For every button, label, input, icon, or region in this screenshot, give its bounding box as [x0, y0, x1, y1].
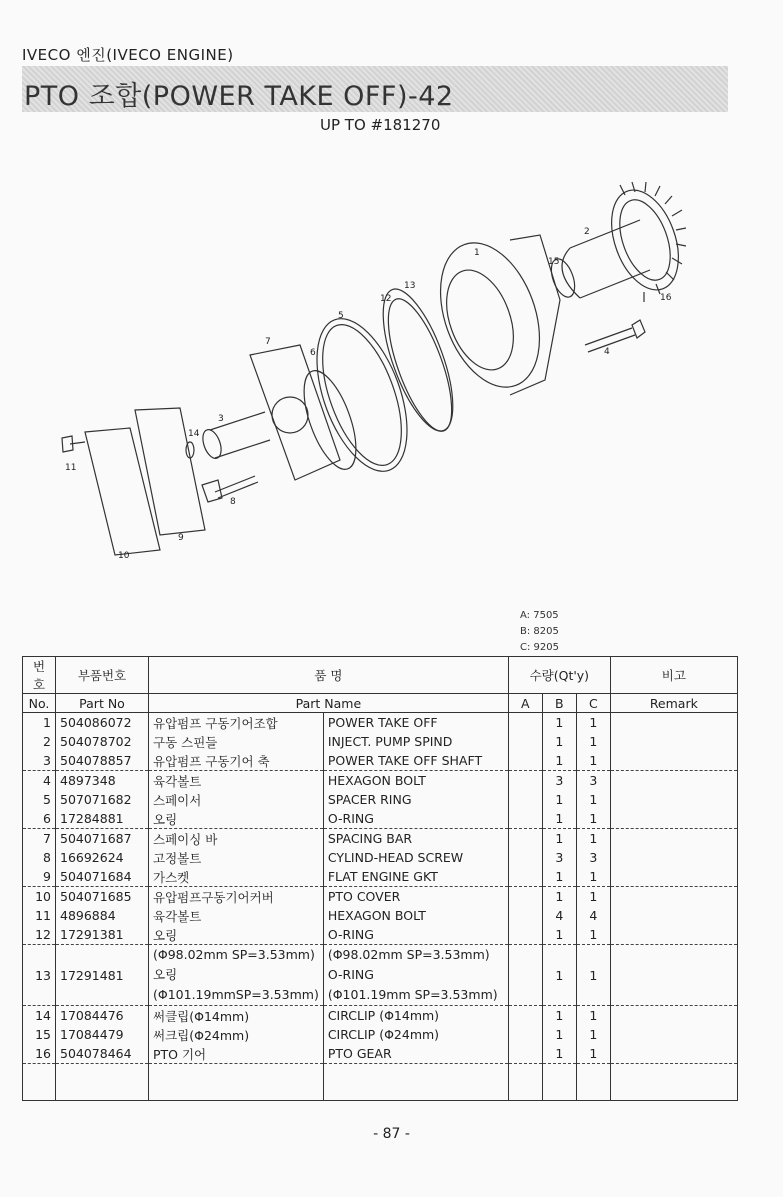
table-cell: 1 [542, 790, 576, 809]
table-cell: 1 [576, 925, 610, 945]
table-cell [508, 790, 542, 809]
table-cell: 1 [576, 809, 610, 829]
parts-table [22, 656, 738, 1101]
table-cell: CIRCLIP (Φ24mm) [323, 1025, 508, 1044]
table-cell: 2 [23, 732, 56, 751]
table-cell [508, 1064, 542, 1101]
table-cell [323, 945, 508, 1006]
table-cell [610, 887, 737, 907]
table-cell: 3 [23, 751, 56, 771]
table-cell: 11 [23, 906, 56, 925]
table-cell: 504078857 [56, 751, 149, 771]
table-cell [576, 1064, 610, 1101]
table-cell: 17291381 [56, 925, 149, 945]
table-cell: PTO GEAR [323, 1044, 508, 1064]
callout-2: 2 [584, 227, 590, 237]
table-cell: PTO 기어 [149, 1044, 324, 1064]
table-cell-line: (Φ98.02mm SP=3.53mm) [327, 947, 490, 962]
table-cell: 유압펌프구동기어커버 [149, 887, 324, 907]
table-row [23, 848, 738, 867]
table-cell: 구동 스핀들 [149, 732, 324, 751]
callout-11: 11 [65, 463, 77, 473]
table-row [23, 1006, 738, 1026]
table-cell [508, 945, 542, 1006]
callout-9: 9 [178, 533, 184, 543]
table-cell [610, 906, 737, 925]
callout-15: 15 [548, 257, 560, 267]
table-cell: 1 [542, 751, 576, 771]
table-cell [508, 887, 542, 907]
table-cell [610, 945, 737, 1006]
table-cell: 8 [23, 848, 56, 867]
table-cell [508, 1025, 542, 1044]
header-part-name: Part Name [149, 694, 509, 713]
pto-gear-drawing [599, 181, 691, 302]
table-cell [610, 771, 737, 791]
table-cell: 14 [23, 1006, 56, 1026]
header-qty: 수량(Qt'y) [508, 657, 610, 694]
table-row [23, 887, 738, 907]
table-cell [508, 751, 542, 771]
table-cell: 가스켓 [149, 867, 324, 887]
table-cell: 504078464 [56, 1044, 149, 1064]
table-cell: 1 [542, 829, 576, 849]
table-cell: 17284881 [56, 809, 149, 829]
legend-c: C: 9205 [520, 642, 559, 653]
table-cell: SPACING BAR [323, 829, 508, 849]
callout-6: 6 [310, 348, 316, 358]
table-cell: 7 [23, 829, 56, 849]
table-cell [610, 790, 737, 809]
table-cell: 4 [542, 906, 576, 925]
table-cell: 5 [23, 790, 56, 809]
table-cell [610, 867, 737, 887]
table-cell: 1 [576, 945, 610, 1006]
table-cell: 스페이싱 바 [149, 829, 324, 849]
table-cell: 1 [23, 713, 56, 733]
callout-8: 8 [230, 497, 236, 507]
table-cell-line: (Φ98.02mm SP=3.53mm) [153, 947, 315, 962]
table-row [23, 829, 738, 849]
table-cell-line: O-RING [327, 967, 374, 982]
table-cell: 1 [576, 732, 610, 751]
table-cell: 스페이서 [149, 790, 324, 809]
table-row [23, 1025, 738, 1044]
page-title: PTO 조합(POWER TAKE OFF)-42 [24, 81, 454, 112]
table-cell [508, 809, 542, 829]
callout-3: 3 [218, 414, 224, 424]
table-cell: PTO COVER [323, 887, 508, 907]
header-qty-c: C [576, 694, 610, 713]
table-cell [323, 1064, 508, 1101]
table-cell: 오링 [149, 925, 324, 945]
callout-5: 5 [338, 311, 344, 321]
table-cell: 1 [542, 1044, 576, 1064]
table-cell [610, 1064, 737, 1101]
table-row [23, 790, 738, 809]
table-cell: 3 [576, 771, 610, 791]
table-cell [508, 829, 542, 849]
table-cell: 1 [576, 887, 610, 907]
table-cell: SPACER RING [323, 790, 508, 809]
table-cell: 1 [542, 713, 576, 733]
table-cell [508, 906, 542, 925]
table-cell: POWER TAKE OFF SHAFT [323, 751, 508, 771]
table-row [23, 867, 738, 887]
table-cell: 1 [542, 945, 576, 1006]
callout-16: 16 [660, 293, 672, 303]
table-cell: 오링 [149, 809, 324, 829]
table-cell [23, 1064, 56, 1101]
table-cell: 4 [576, 906, 610, 925]
header-remark: Remark [610, 694, 737, 713]
table-cell: O-RING [323, 809, 508, 829]
table-cell [610, 1044, 737, 1064]
callout-14: 14 [188, 429, 200, 439]
table-cell: 9 [23, 867, 56, 887]
table-cell [508, 732, 542, 751]
table-cell: 1 [576, 713, 610, 733]
table-cell [508, 848, 542, 867]
table-cell [610, 809, 737, 829]
table-cell [56, 1064, 149, 1101]
table-cell: 10 [23, 887, 56, 907]
table-cell: 써크립(Φ24mm) [149, 1025, 324, 1044]
table-cell: 1 [542, 887, 576, 907]
table-row [23, 906, 738, 925]
callout-4: 4 [604, 347, 610, 357]
table-cell: 육각볼트 [149, 771, 324, 791]
table-row-empty [23, 1064, 738, 1101]
table-cell: 1 [576, 790, 610, 809]
table-cell [610, 848, 737, 867]
table-cell: 16 [23, 1044, 56, 1064]
table-cell: 1 [542, 867, 576, 887]
table-cell [610, 751, 737, 771]
table-row [23, 945, 738, 1006]
table-row [23, 732, 738, 751]
table-cell [610, 1006, 737, 1026]
header-qty-b: B [542, 694, 576, 713]
table-cell [610, 925, 737, 945]
callout-7: 7 [265, 337, 271, 347]
table-cell [508, 867, 542, 887]
table-cell [508, 1006, 542, 1026]
table-cell: 504078702 [56, 732, 149, 751]
callout-1: 1 [474, 248, 480, 258]
header-part-no: Part No [56, 694, 149, 713]
table-cell: 1 [576, 1006, 610, 1026]
table-cell-line: 오링 [153, 967, 178, 982]
table-cell: 504071687 [56, 829, 149, 849]
table-cell: 504071685 [56, 887, 149, 907]
table-cell: INJECT. PUMP SPIND [323, 732, 508, 751]
table-cell: O-RING [323, 925, 508, 945]
table-cell: HEXAGON BOLT [323, 771, 508, 791]
table-row [23, 1044, 738, 1064]
table-cell [508, 713, 542, 733]
header-remark-kr: 비고 [610, 657, 737, 694]
table-cell [610, 713, 737, 733]
table-row [23, 713, 738, 733]
table-cell: 1 [576, 829, 610, 849]
table-cell: 1 [576, 867, 610, 887]
table-cell [508, 925, 542, 945]
table-cell: 4 [23, 771, 56, 791]
table-cell: 15 [23, 1025, 56, 1044]
table-cell: 16692624 [56, 848, 149, 867]
table-cell: 1 [542, 809, 576, 829]
legend-a: A: 7505 [520, 610, 559, 621]
table-cell: 4897348 [56, 771, 149, 791]
table-cell: 507071682 [56, 790, 149, 809]
table-cell: 17291481 [56, 945, 149, 1006]
table-cell: 4896884 [56, 906, 149, 925]
legend-b: B: 8205 [520, 626, 559, 637]
callout-13: 13 [404, 281, 416, 291]
header-qty-a: A [508, 694, 542, 713]
table-cell: POWER TAKE OFF [323, 713, 508, 733]
table-cell [610, 732, 737, 751]
table-cell: 504071684 [56, 867, 149, 887]
table-cell [610, 1025, 737, 1044]
table-cell: 1 [576, 1044, 610, 1064]
table-cell-line: (Φ101.19mm SP=3.53mm) [327, 987, 498, 1002]
callout-10: 10 [118, 551, 130, 561]
table-cell [610, 829, 737, 849]
table-cell: 1 [576, 1025, 610, 1044]
exploded-parts-diagram [40, 180, 700, 570]
table-cell: 고정볼트 [149, 848, 324, 867]
page-number: - 87 - [373, 1126, 410, 1142]
header-part-kr: 부품번호 [56, 657, 149, 694]
table-cell: 1 [542, 925, 576, 945]
table-cell [542, 1064, 576, 1101]
table-cell-line: (Φ101.19mmSP=3.53mm) [153, 987, 319, 1002]
header-name-kr: 품 명 [149, 657, 509, 694]
serial-range: UP TO #181270 [320, 116, 441, 134]
table-cell: 유압펌프 구동기어조합 [149, 713, 324, 733]
table-cell: 육각볼트 [149, 906, 324, 925]
header-no: No. [23, 694, 56, 713]
table-cell: 3 [576, 848, 610, 867]
table-cell: 1 [542, 1025, 576, 1044]
table-row [23, 751, 738, 771]
table-cell: 1 [542, 732, 576, 751]
table-cell: CYLIND-HEAD SCREW [323, 848, 508, 867]
table-cell: 13 [23, 945, 56, 1006]
table-cell: 17084476 [56, 1006, 149, 1026]
table-cell: CIRCLIP (Φ14mm) [323, 1006, 508, 1026]
table-cell [508, 1044, 542, 1064]
table-cell: 3 [542, 848, 576, 867]
table-cell [149, 945, 324, 1006]
table-row [23, 809, 738, 829]
table-cell: 1 [542, 1006, 576, 1026]
table-cell: 6 [23, 809, 56, 829]
table-cell: 써클립(Φ14mm) [149, 1006, 324, 1026]
table-cell: 유압펌프 구동기어 축 [149, 751, 324, 771]
table-cell: HEXAGON BOLT [323, 906, 508, 925]
table-cell: 12 [23, 925, 56, 945]
table-cell: 3 [542, 771, 576, 791]
table-cell: 504086072 [56, 713, 149, 733]
table-cell: 17084479 [56, 1025, 149, 1044]
table-cell: FLAT ENGINE GKT [323, 867, 508, 887]
table-cell [508, 771, 542, 791]
table-row [23, 771, 738, 791]
table-cell: 1 [576, 751, 610, 771]
header-no-kr: 번호 [23, 657, 56, 694]
table-cell [149, 1064, 324, 1101]
table-row [23, 925, 738, 945]
engine-heading: IVECO 엔진(IVECO ENGINE) [22, 46, 234, 64]
callout-12: 12 [380, 294, 392, 304]
